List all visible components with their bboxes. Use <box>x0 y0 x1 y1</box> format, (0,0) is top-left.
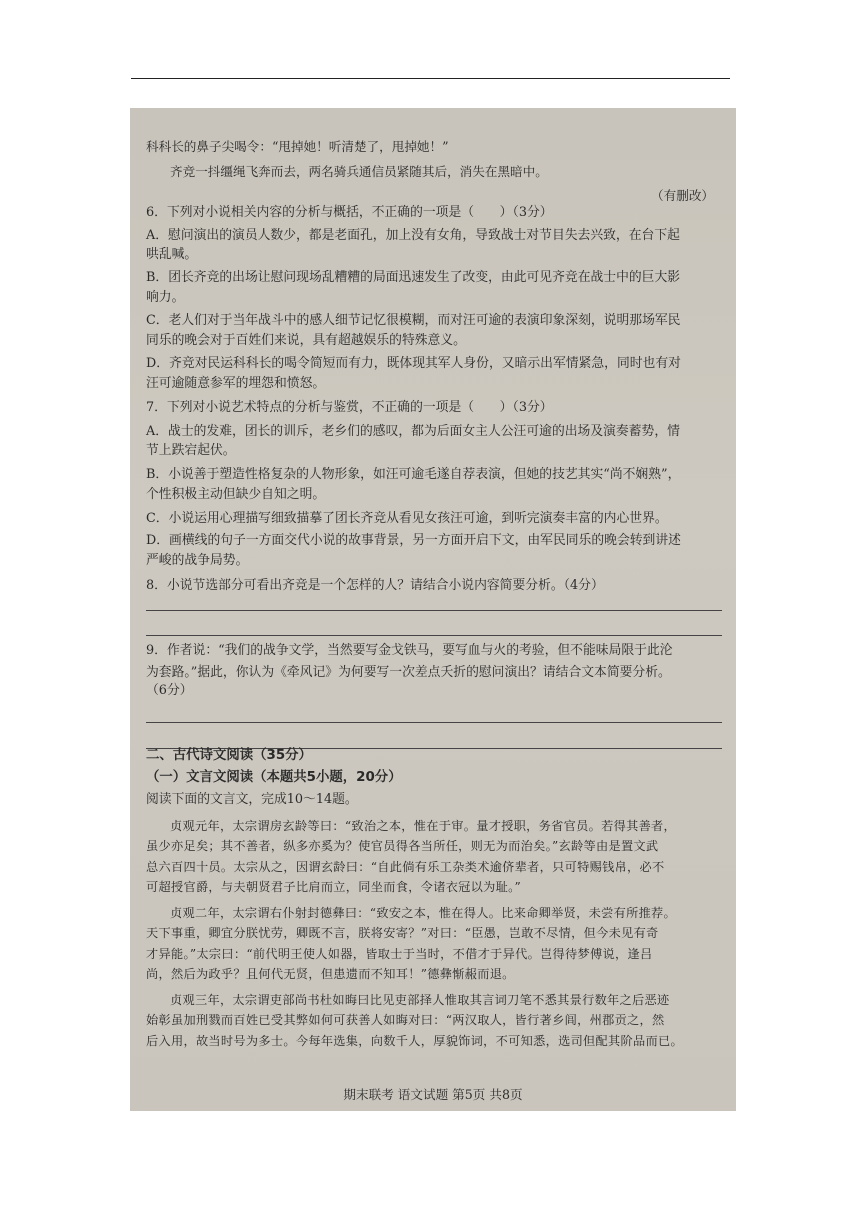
q7-stem: 7．下列对小说艺术特点的分析与鉴赏，不正确的一项是（ ）（3分） <box>146 400 553 415</box>
instruction: 阅读下面的文言文，完成10～14题。 <box>146 792 358 807</box>
answer-line <box>146 610 722 611</box>
classical-text-line: 后入用，故当时号为多士。今每年选集，向数千人，厚貌饰词，不可知悉，选司但配其阶品而已。 <box>146 1034 683 1048</box>
q9-line: 为套路。”据此，你认为《牵风记》为何要写一次差点夭折的慰问演出？请结合文本简要分析。 <box>146 665 671 680</box>
answer-line <box>146 722 722 723</box>
q7-option-line: C．小说运用心理描写细致描摹了团长齐竞从看见女孩汪可逾，到听完演奏丰富的内心世界。 <box>146 511 668 526</box>
q6-option-line: B．团长齐竞的出场让慰问现场乱糟糟的局面迅速发生了改变，由此可见齐竞在战士中的巨大影 <box>146 270 681 285</box>
q7-option-line: A．战士的发难，团长的训斥，老乡们的感叹，都为后面女主人公汪可逾的出场及演奏蓄势，情 <box>146 424 680 439</box>
q7-option-line: 严峻的战争局势。 <box>146 553 249 568</box>
classical-text-line: 始彰虽加刑戮而百姓已受其弊如何可获善人如晦对曰：“两汉取人，皆行著乡闾，州郡贡之，然 <box>146 1013 665 1027</box>
q6-option-line: 汪可逾随意参军的埋怨和愤怒。 <box>146 376 326 391</box>
page-footer: 期末联考 语文试题 第5页 共8页 <box>343 1087 523 1102</box>
header-rule <box>131 78 730 79</box>
q7-option-line: D．画横线的句子一方面交代小说的故事背景，另一方面开启下文，由军民同乐的晚会转到讲述 <box>146 533 681 548</box>
q7-option-line: 个性积极主动但缺少自知之明。 <box>146 487 326 502</box>
q7-option-line: 节上跌宕起伏。 <box>146 443 236 458</box>
q6-option-line: 响力。 <box>146 290 185 305</box>
section-title: 二、古代诗文阅读（35分） <box>146 748 312 763</box>
section-subtitle: （一）文言文阅读（本题共5小题，20分） <box>146 770 402 785</box>
q7-option-line: B．小说善于塑造性格复杂的人物形象，如汪可逾毛遂自荐表演，但她的技艺其实“尚不娴熟”， <box>146 467 681 482</box>
exam-page-photo <box>130 108 736 1111</box>
q6-option-line: D．齐竞对民运科科长的喝令简短而有力，既体现其军人身份，又暗示出军情紧急，同时也有对 <box>146 356 681 371</box>
classical-text-line: 总六百四十员。太宗从之，因谓玄龄曰：“自此倘有乐工杂类术逾侪辈者，只可特赐钱帛，必不 <box>146 860 665 874</box>
q6-option-line: 同乐的晚会对于百姓们来说，具有超越娱乐的特殊意义。 <box>146 333 466 348</box>
q8-stem: 8．小说节选部分可看出齐竞是一个怎样的人？请结合小说内容简要分析。（4分） <box>146 578 604 593</box>
classical-text-line: 贞观元年，太宗谓房玄龄等曰：“致治之本，惟在于审。量才授职，务省官员。若得其善者， <box>170 819 677 833</box>
classical-text-line: 天下事重，卿宜分朕忧劳，卿既不言，朕将安寄？”对曰：“臣愚，岂敢不尽情，但今未见有奇 <box>146 926 659 940</box>
q6-option-line: A．慰问演出的演员人数少，都是老面孔，加上没有女角，导致战士对节目失去兴致，在台下起 <box>146 228 680 243</box>
q9-line: 9．作者说：“我们的战争文学，当然要写金戈铁马，要写血与火的考验，但不能味局限于此沦 <box>146 643 673 658</box>
classical-text-line: 贞观三年，太宗谓吏部尚书杜如晦曰比见吏部择人惟取其言词刀笔不悉其景行数年之后恶迹 <box>170 993 670 1007</box>
classical-text-line: 尚，然后为政乎？且何代无贤，但患遗而不知耳！”德彝惭赧而退。 <box>146 967 515 981</box>
classical-text-line: 可超授官爵，与夫朝贤君子比肩而立，同坐而食，令诸衣冠以为耻。” <box>146 880 522 894</box>
q6-stem: 6．下列对小说相关内容的分析与概括，不正确的一项是（ ）（3分） <box>146 205 553 220</box>
story-line: 齐竞一抖缰绳飞奔而去，两名骑兵通信员紧随其后，消失在黑暗中。 <box>170 164 548 179</box>
classical-text-line: 才异能。”太宗曰：“前代明王使人如器，皆取士于当时，不借才于异代。岂得待梦傅说，逢吕 <box>146 947 653 961</box>
q6-option-line: 哄乱喊。 <box>146 247 198 262</box>
story-line: 科科长的鼻子尖喝令：“甩掉她！听清楚了，甩掉她！” <box>146 139 449 154</box>
q6-option-line: C．老人们对于当年战斗中的感人细节记忆很模糊，而对汪可逾的表演印象深刻，说明那场军民 <box>146 313 681 328</box>
q9-line: （6分） <box>146 683 193 698</box>
answer-line <box>146 635 722 636</box>
classical-text-line: 贞观二年，太宗谓右仆射封德彝曰：“致安之本，惟在得人。比来命卿举贤，未尝有所推荐。 <box>170 906 677 920</box>
classical-text-line: 虽少亦足矣；其不善者，纵多亦奚为？使官员得各当所任，则无为而治矣。”玄龄等由是置文武 <box>146 839 659 853</box>
source-note: （有删改） <box>651 188 714 203</box>
